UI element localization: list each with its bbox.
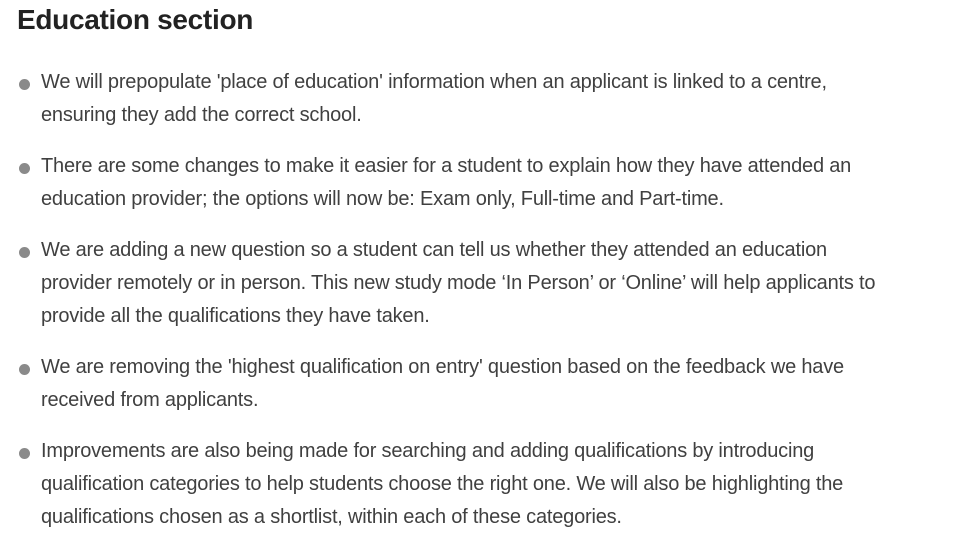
bullet-text-line: We are removing the 'highest qualification on entry' question based on the feedback we have — [41, 356, 844, 378]
list-item — [17, 435, 960, 534]
bullet-text-line: We will prepopulate 'place of education' information when an applicant is linked to a centre, — [41, 71, 827, 93]
section-title: Education section — [17, 4, 254, 35]
bullet-text-line: qualification categories to help students choose the right one. We will also be highlighting the — [41, 473, 844, 495]
bullet-text-line: qualifications chosen as a shortlist, within each of these categories. — [41, 506, 622, 528]
bullet-text-line: received from applicants. — [41, 389, 259, 411]
bullet-icon — [19, 448, 30, 459]
bullet-text-line: provider remotely or in person. This new study mode ‘In Person’ or ‘Online’ will help applicants to — [41, 272, 876, 294]
bullet-icon — [19, 163, 30, 174]
bullet-icon — [19, 247, 30, 258]
list-item — [17, 150, 960, 216]
bullet-text-line: Improvements are also being made for searching and adding qualifications by introducing — [41, 440, 815, 462]
list-item — [17, 66, 960, 132]
bullet-text-line: education provider; the options will now be: Exam only, Full-time and Part-time. — [41, 188, 724, 210]
bullet-icon — [19, 364, 30, 375]
list-item — [17, 234, 960, 333]
list-item — [17, 351, 960, 417]
bullet-list — [17, 66, 960, 537]
bullet-text-line: There are some changes to make it easier for a student to explain how they have attended an — [41, 155, 852, 177]
bullet-text-line: ensuring they add the correct school. — [41, 104, 362, 126]
bullet-icon — [19, 79, 30, 90]
bullet-text-line: provide all the qualifications they have taken. — [41, 305, 430, 327]
bullet-text-line: We are adding a new question so a student can tell us whether they attended an education — [41, 239, 827, 261]
